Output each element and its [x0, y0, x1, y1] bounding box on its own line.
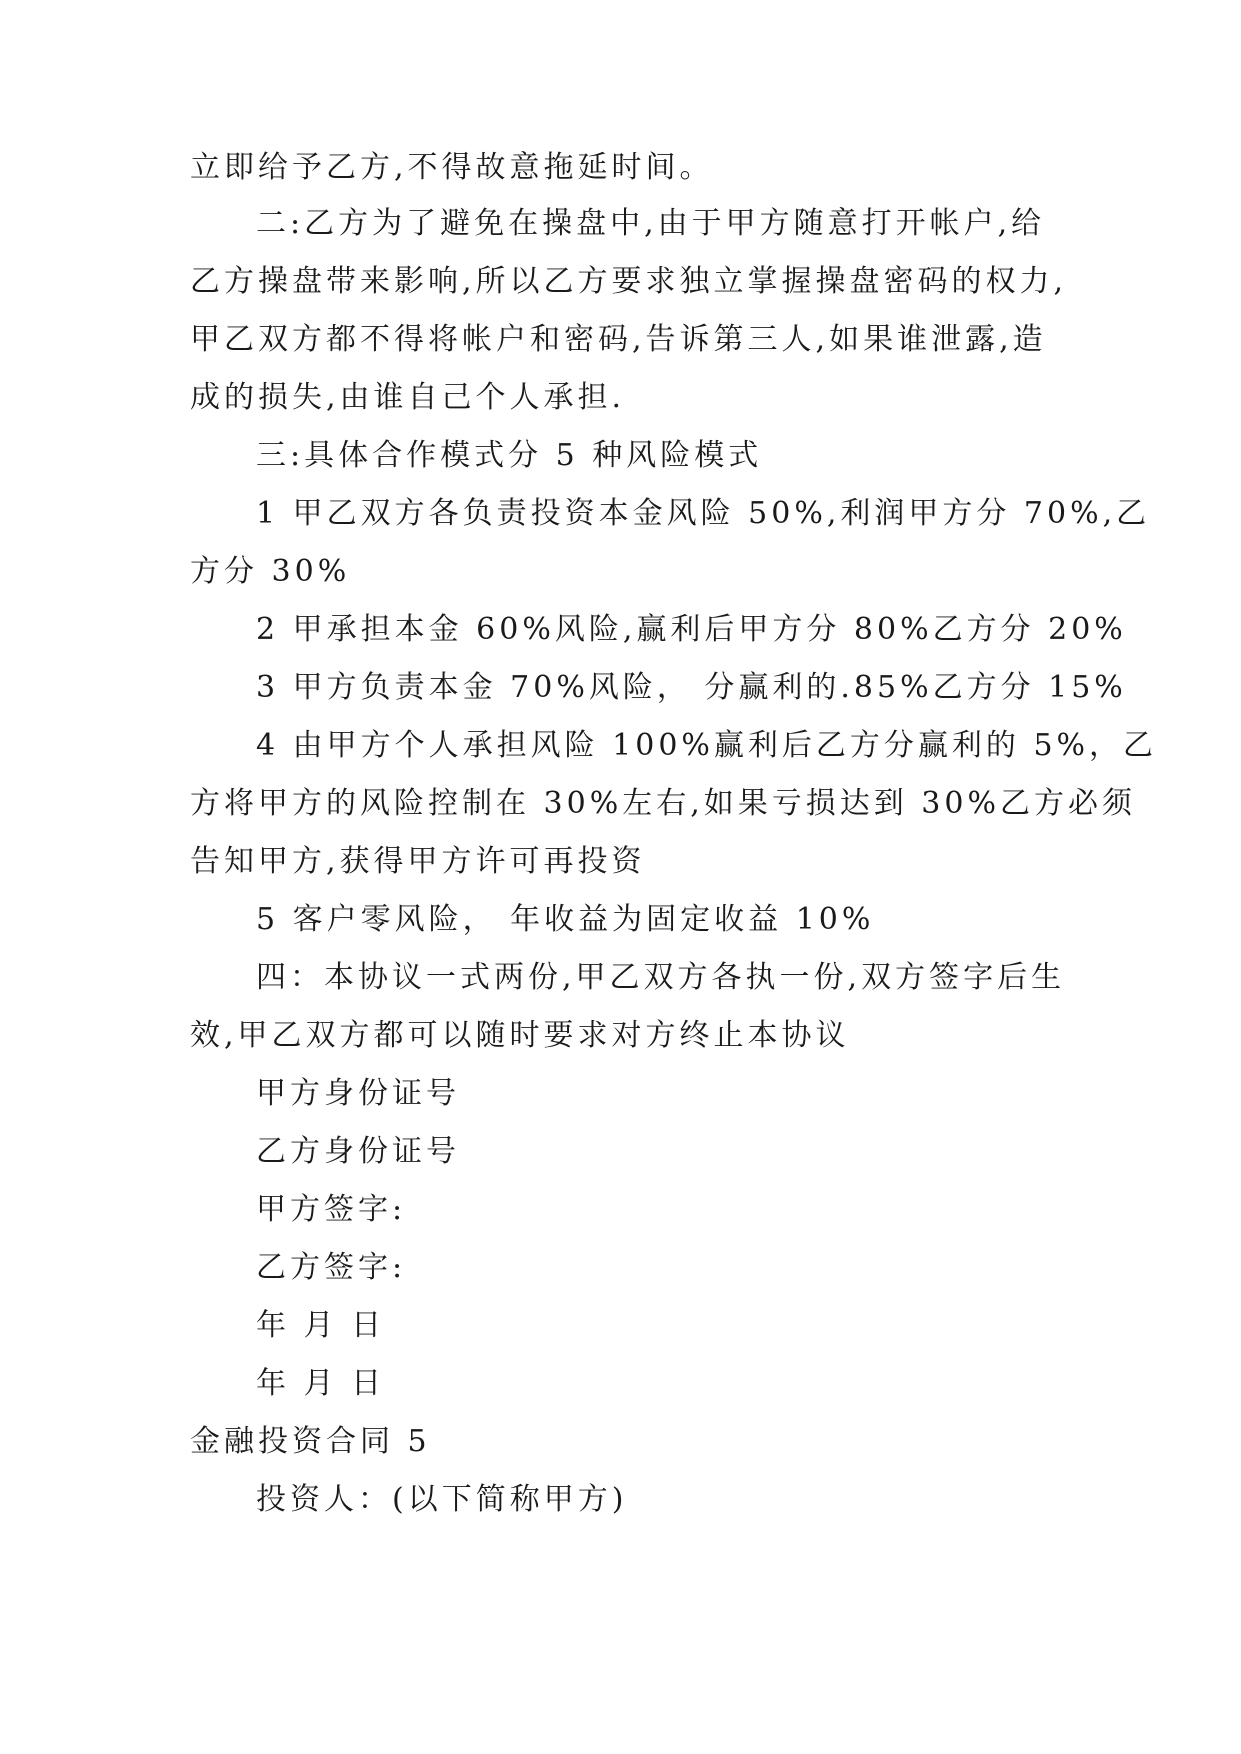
- paragraph-line: 方分 30%: [190, 554, 351, 589]
- date-line: 年 月 日: [256, 1366, 386, 1401]
- party-a-id-label: 甲方身份证号: [256, 1076, 460, 1111]
- investor-line: 投资人：(以下简称甲方): [256, 1482, 628, 1517]
- clause-three-line: 三:具体合作模式分 5 种风险模式: [256, 438, 763, 473]
- risk-mode-4-line: 4 由甲方个人承担风险 100%赢利后乙方分赢利的 5%，乙: [256, 728, 1158, 763]
- clause-four-line: 四：本协议一式两份,甲乙双方各执一份,双方签字后生: [256, 960, 1066, 995]
- party-b-id-label: 乙方身份证号: [256, 1134, 460, 1169]
- paragraph-line: 甲乙双方都不得将帐户和密码,告诉第三人,如果谁泄露,造: [190, 322, 1047, 357]
- risk-mode-3-line: 3 甲方负责本金 70%风险， 分赢利的.85%乙方分 15%: [256, 670, 1127, 705]
- date-line: 年 月 日: [256, 1308, 386, 1343]
- section-heading: 金融投资合同 5: [190, 1424, 431, 1459]
- risk-mode-5-line: 5 客户零风险， 年收益为固定收益 10%: [256, 902, 875, 937]
- party-b-signature-label: 乙方签字:: [256, 1250, 407, 1285]
- paragraph-line: 成的损失,由谁自己个人承担.: [190, 380, 626, 415]
- paragraph-line: 立即给予乙方,不得故意拖延时间。: [190, 150, 714, 185]
- risk-mode-1-line: 1 甲乙双方各负责投资本金风险 50%,利润甲方分 70%,乙: [256, 496, 1151, 531]
- paragraph-line: 效,甲乙双方都可以随时要求对方终止本协议: [190, 1018, 850, 1053]
- paragraph-line: 乙方操盘带来影响,所以乙方要求独立掌握操盘密码的权力,: [190, 264, 1068, 299]
- clause-two-line: 二:乙方为了避免在操盘中,由于甲方随意打开帐户,给: [256, 206, 1046, 241]
- risk-mode-2-line: 2 甲承担本金 60%风险,赢利后甲方分 80%乙方分 20%: [256, 612, 1127, 647]
- paragraph-line: 告知甲方,获得甲方许可再投资: [190, 844, 646, 879]
- paragraph-line: 方将甲方的风险控制在 30%左右,如果亏损达到 30%乙方必须: [190, 786, 1136, 821]
- party-a-signature-label: 甲方签字:: [256, 1192, 407, 1227]
